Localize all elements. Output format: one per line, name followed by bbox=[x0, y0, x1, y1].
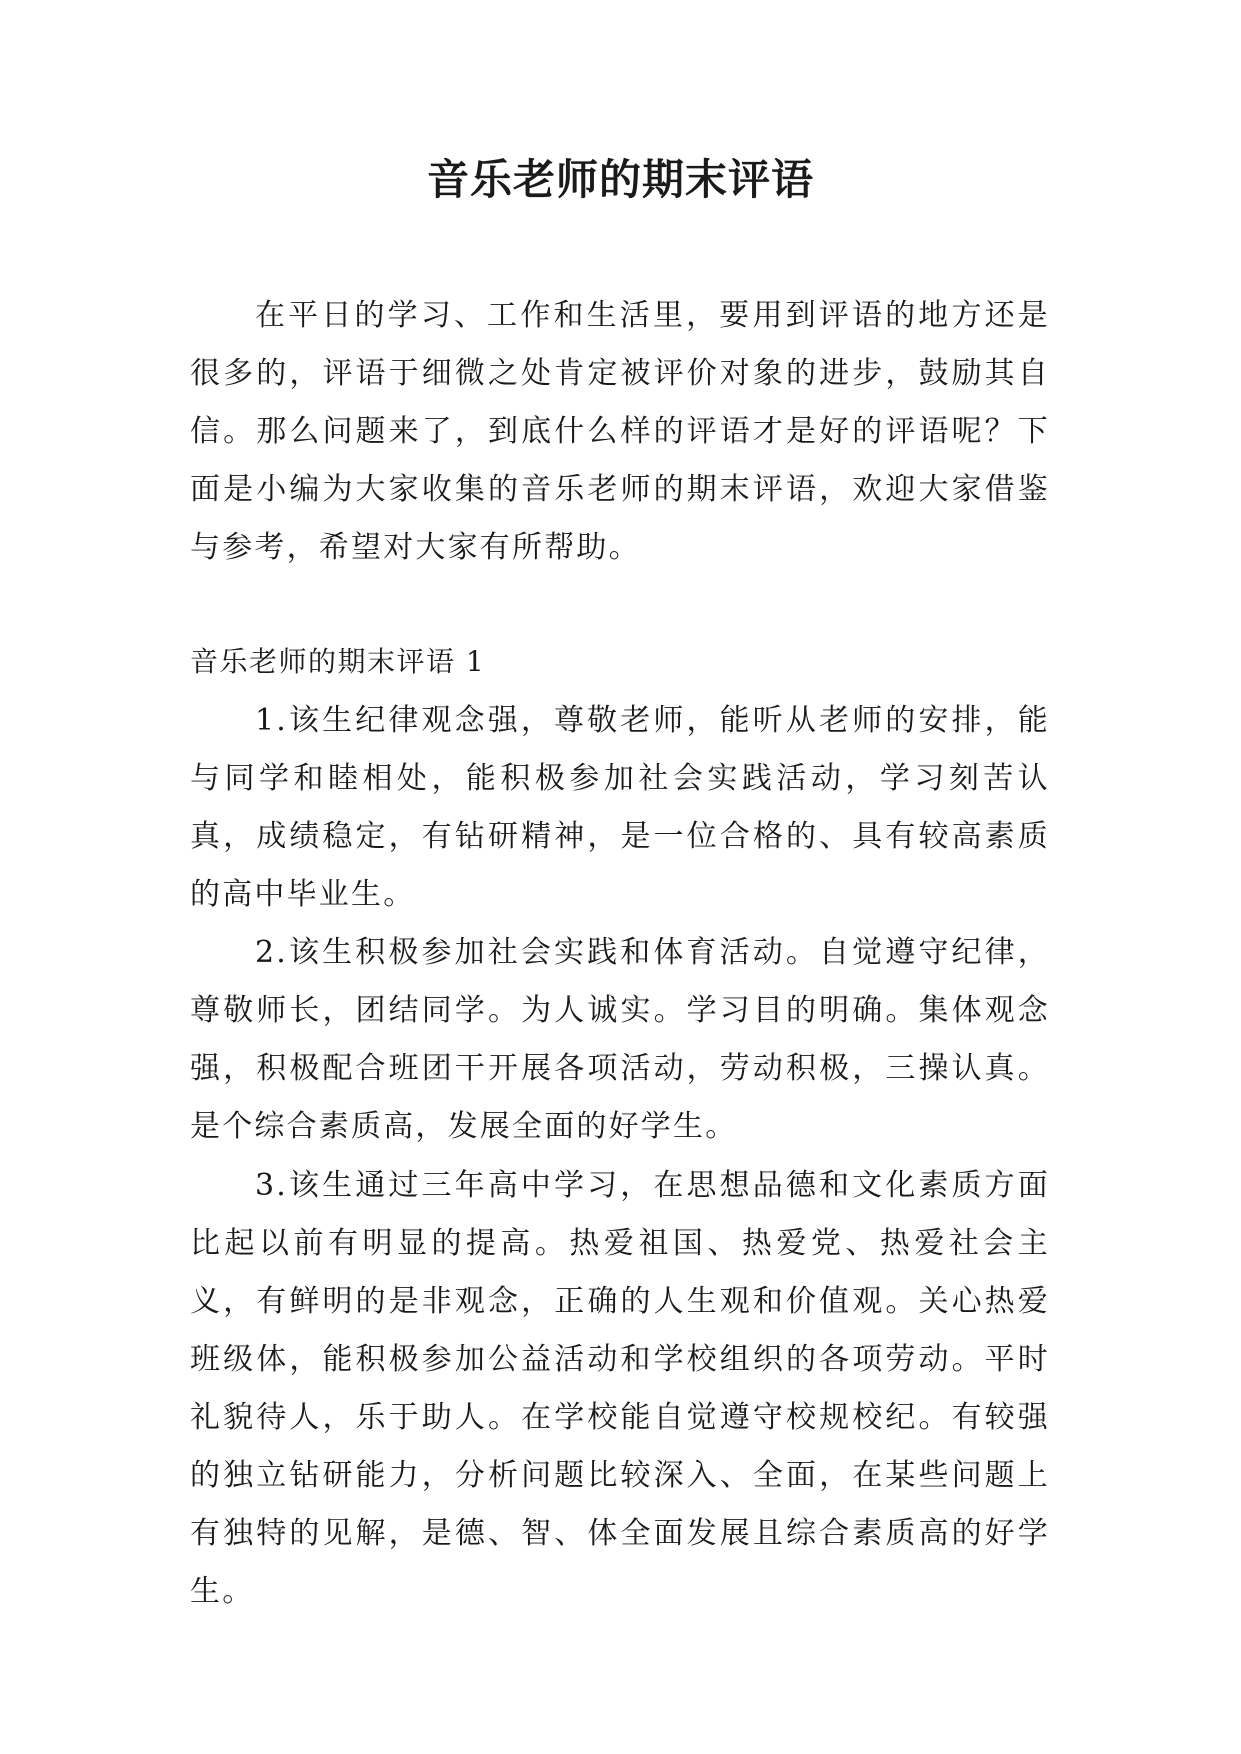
intro-paragraph: 在平日的学习、工作和生活里，要用到评语的地方还是很多的，评语于细微之处肯定被评价对象的进步，鼓励其自信。那么问题来了，到底什么样的评语才是好的评语呢？下面是小编为大家收集的音乐老师的期末评语，欢迎大家借鉴与参考，希望对大家有所帮助。 bbox=[190, 298, 1050, 565]
comment-item-3: 3.该生通过三年高中学习，在思想品德和文化素质方面比起以前有明显的提高。热爱祖国、热爱党、热爱社会主义，有鲜明的是非观念，正确的人生观和价值观。关心热爱班级体，能积极参加公益活动和学校组织的各项劳动。平时礼貌待人，乐于助人。在学校能自觉遵守校规校纪。有较强的独立钻研能力，分析问题比较深入、全面，在某些问题上有独特的见解，是德、智、体全面发展且综合素质高的好学生。 bbox=[190, 1168, 1050, 1609]
section-heading: 音乐老师的期末评语 1 bbox=[190, 645, 486, 678]
page-title: 音乐老师的期末评语 bbox=[426, 155, 814, 204]
comment-item-2: 2.该生积极参加社会实践和体育活动。自觉遵守纪律，尊敬师长，团结同学。为人诚实。学习目的明确。集体观念强，积极配合班团干开展各项活动，劳动积极，三操认真。是个综合素质高，发展全面的好学生。 bbox=[190, 935, 1050, 1144]
comment-item-1: 1.该生纪律观念强，尊敬老师，能听从老师的安排，能与同学和睦相处，能积极参加社会实践活动，学习刻苦认真，成绩稳定，有钻研精神，是一位合格的、具有较高素质的高中毕业生。 bbox=[190, 703, 1050, 912]
